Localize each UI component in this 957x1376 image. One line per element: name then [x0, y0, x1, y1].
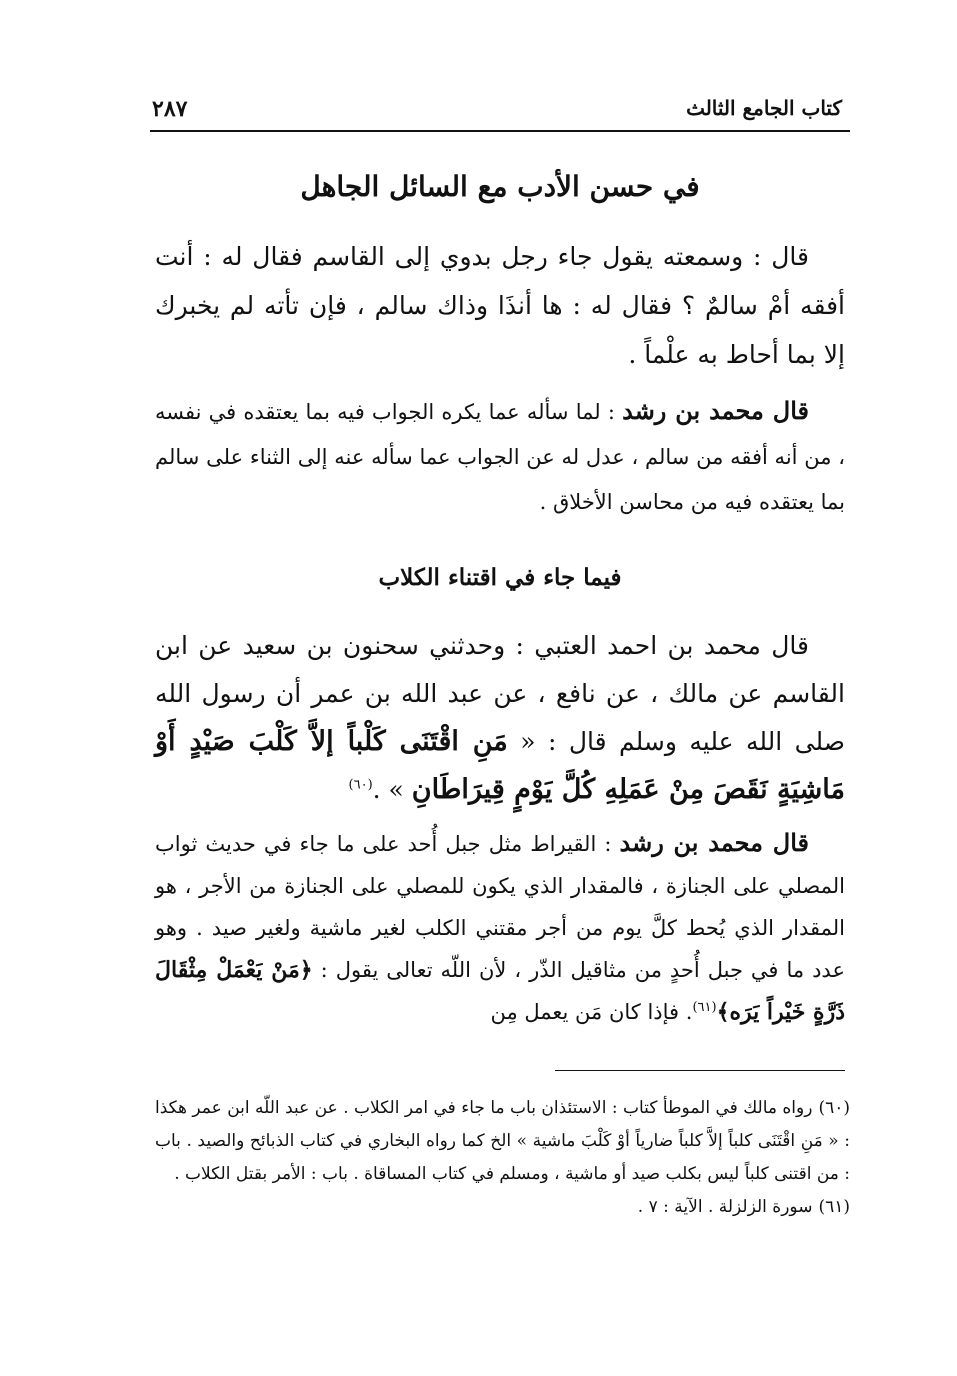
header-rule — [150, 130, 850, 132]
running-header — [150, 92, 850, 132]
commentary-lead: قال محمد بن رشد — [622, 396, 809, 425]
paragraph-text: قال : وسمعته يقول جاء رجل بدوي إلى القاسم فقال له : أنت أفقه أمْ سالمٌ ؟ فقال له : ها أنذَا وذاك سالم ، فإن تأته لم يخبرك إلا بما أحاط به علْماً . — [155, 242, 845, 369]
section-dogs — [155, 564, 845, 591]
section-dogs-commentary — [155, 822, 845, 1033]
commentary-paragraph — [155, 388, 845, 525]
section-adab-commentary — [155, 388, 845, 525]
book-title: كتاب الجامع الثالث — [686, 96, 842, 120]
footnote-ref[interactable]: (٦١) — [692, 1000, 717, 1015]
quran-quote: ﴿مَنْ يَعْمَلْ مِثْقَالَ ذَرَّةٍ خَيْراً يَرَه﴾ — [155, 957, 845, 1025]
commentary-paragraph — [155, 822, 845, 1033]
footnote-ref[interactable]: (٦٠) — [348, 777, 373, 793]
commentary-lead: قال محمد بن رشد — [619, 828, 809, 857]
hadith-intro: قال محمد بن احمد العتبي : وحدثني سحنون بن سعيد عن ابن القاسم عن مالك ، عن نافع ، عن عبد الله بن عمر أن رسول الله صلى الله عليه وسلم قال : « — [155, 631, 845, 756]
page-number: ٢٨٧ — [152, 96, 188, 122]
footnote-60 — [155, 1092, 850, 1191]
commentary-end: . فإذا كان مَن يعمل مِن — [490, 1000, 693, 1024]
section-heading: في حسن الأدب مع السائل الجاهل — [300, 170, 700, 203]
commentary-text: : لما سأله عما يكره الجواب فيه بما يعتقده في نفسه ، من أنه أفقه من سالم ، عدل له عن الجواب عما سأله عنه إلى الثناء على سالم بما يعتقده فيه من محاسن الأخلاق . — [155, 400, 845, 514]
footnote-number: (٦٠) — [818, 1098, 850, 1118]
footnote-61 — [155, 1191, 850, 1224]
footnote-rule — [555, 1070, 845, 1071]
footnote-text: رواه مالك في الموطأ كتاب : الاستئذان باب ما جاء في امر الكلاب . عن عبد اللّه ابن عمر هكذا : « مَنِ اقْتَنَى كلباً إلاَّ كلباً ضارياً أوْ كَلْبَ ماشية » الخ كما رواه البخاري في كتاب الذبائح والصيد . باب : من اقتنى كلباً ليس بكلب صيد أو ماشية ، ومسلم في كتاب المساقاة . باب : الأمر بقتل الكلاب . — [155, 1098, 850, 1184]
paragraph — [155, 232, 845, 379]
section-adab-body — [155, 232, 845, 379]
section-heading: فيما جاء في اقتناء الكلاب — [378, 564, 622, 591]
hadith-quote: مَنِ اقْتَنَى كَلْباً إلاَّ كَلْبَ صَيْدٍ أَوْ مَاشِيَةٍ نَقَصَ مِنْ عَمَلِهِ كُلَّ يَوْمٍ قِيرَاطَانِ — [155, 726, 845, 805]
footnotes — [155, 1092, 850, 1224]
section-dogs-body — [155, 622, 845, 814]
hadith-end: » . — [372, 775, 412, 804]
footnote-number: (٦١) — [818, 1197, 850, 1217]
footnote-text: سورة الزلزلة . الآية : ٧ . — [637, 1197, 813, 1217]
section-adab — [155, 170, 845, 203]
commentary-text: : القيراط مثل جبل أُحد على ما جاء في حديث ثواب المصلي على الجنازة ، فالمقدار الذي يكون للمصلي على الجنازة من الأجر ، هو المقدار الذي يُحط كلَّ يوم من أجر مقتني الكلب لغير ماشية ولغير صيد . وهو عدد ما في جبل أُحدٍ من مثاقيل الذّر ، لأن اللّه تعالى يقول : — [155, 832, 845, 982]
hadith-paragraph — [155, 622, 845, 814]
